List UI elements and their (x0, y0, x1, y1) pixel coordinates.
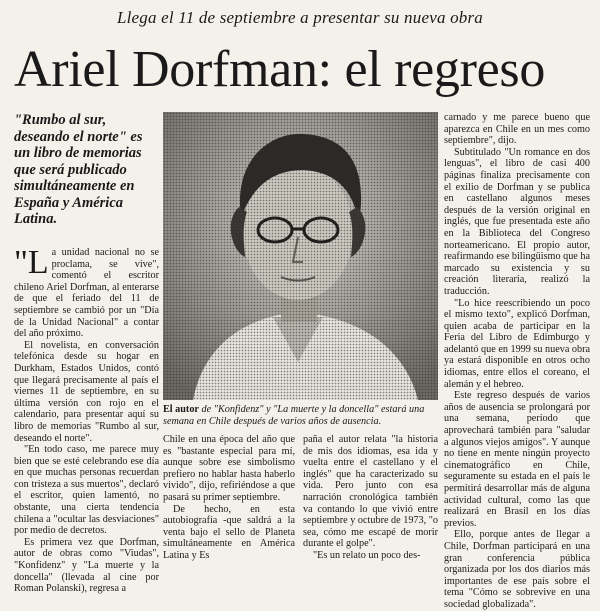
column-2 (163, 434, 295, 562)
headline: Ariel Dorfman: el regreso (14, 41, 546, 98)
author-portrait-image (163, 112, 438, 400)
caption-text: de "Konfidenz" y "La muerte y la doncella" estará una semana en Chile después de varios años de ausencia. (163, 404, 425, 427)
column-4-paragraph-4: Este regreso después de varios años de ausencia se prolongará por una semana, período que aprovechará también para "saludar a algunos viejos amigos". Y aunque no tiene en mente ningún proyecto cinematográfico en Chile, seguramente su estada en el país le permitirá desarrollar más de alguna actividad cultural, como las que realizará en Brasil en los días previos. (444, 390, 590, 529)
column-3-paragraph-1: paña el autor relata "la historia de mis dos idiomas, esa ida y vuelta entre el castellano y el inglés" que ha caracterizado su vida. Pero junto con esa narración cronológica también va contando lo que vivió entre septiembre y octubre de 1973, "o sea, cómo me escapé de morir durante el golpe". (303, 434, 438, 550)
column-3-paragraph-2: "Es un relato un poco des- (313, 549, 421, 561)
column-4-paragraph-2: Subtitulado "Un romance en dos lenguas", el libro de casi 400 páginas finaliza precisamente con el exilio de Dorfman y se publica en castellano algunos meses después de la versión original en inglés, que fue presentada este año en la Biblioteca del Congreso norteamericano. El propio autor, reafirmando ese bilingüismo que ha marcado su existencia y su creación literaria, realizó la traducción. (444, 146, 590, 297)
column-2-paragraph-1: Chile en una época del año que es "bastante especial para mí, aunque sobre ese simbolismo prefiero no hablar hasta haberlo vivido", dijo, refiriéndose a que pasará su primer septiembre. (163, 434, 295, 503)
column-1 (14, 244, 159, 595)
column-1-paragraph-3: "En todo caso, me parece muy bien que se esté celebrando ese día en que muchas personas recuerdan con tristeza a sus muertos", declaró el escritor, quien lamentó, no obstante, una cierta tendencia chilena a "ocultar las desviaciones" por medio de decretos. (14, 444, 159, 537)
column-4-paragraph-5: Ello, porque antes de llegar a Chile, Dorfman participará en una gran conferencia pública organizada por los dos diarios más importantes de ese país sobre el tema "Cómo se sobrevive en una sociedad globalizada". (444, 529, 590, 610)
caption-credit: El autor (163, 404, 199, 415)
column-4-paragraph-3: "Lo hice reescribiendo un poco el mismo texto", explicó Dorfman, quien acaba de participar en la Feria del Libro de Edimburgo y adelantó que en 1999 su nueva obra ya estará disponible en otros ocho idiomas, entre ellos el coreano, el alemán y el hebreo. (444, 297, 590, 390)
kicker: Llega el 11 de septiembre a presentar su nueva obra (116, 8, 484, 27)
author-photo (163, 112, 438, 400)
column-3 (303, 434, 438, 562)
drop-cap: "L (14, 244, 49, 281)
column-2-paragraph-2: De hecho, en esta autobiografía -que saldrá a la venta bajo el sello de Planeta simultáneamente en América Latina y Es (163, 503, 295, 561)
lead-paragraph: "Rumbo al sur, deseando el norte" es un libro de memorias que será publicado simultáneamente en España y América Latina. (14, 112, 143, 227)
column-1-paragraph-1: "La unidad nacional no se proclama, se vive", comentó el escritor chileno Ariel Dorfman, al enterarse de que el feriado del 11 de septiembre se cambió por un "Día de la Unidad Nacional" a contar del año próximo. (14, 244, 159, 340)
column-1-paragraph-4: Es primera vez que Dorfman, autor de obras como "Viudas", "Konfidenz" y "La muerte y la doncella" (llevada al cine por Roman Polanski), regresa a (14, 536, 159, 595)
photo-caption (163, 404, 438, 427)
column-4-paragraph-1: carnado y me parece bueno que aparezca en Chile en un mes como septiembre", dijo. (444, 112, 590, 147)
column-4 (444, 112, 590, 611)
column-1-paragraph-2: El novelista, en conversación telefónica desde su hogar en Durkham, Estados Unidos, contó que llegará precisamente al país el viernes 11 de septiembre, en su última versión con rojo en el calendario, para presentar aquí su libro de memorias "Rumbo al sur, deseando el norte". (14, 339, 159, 444)
